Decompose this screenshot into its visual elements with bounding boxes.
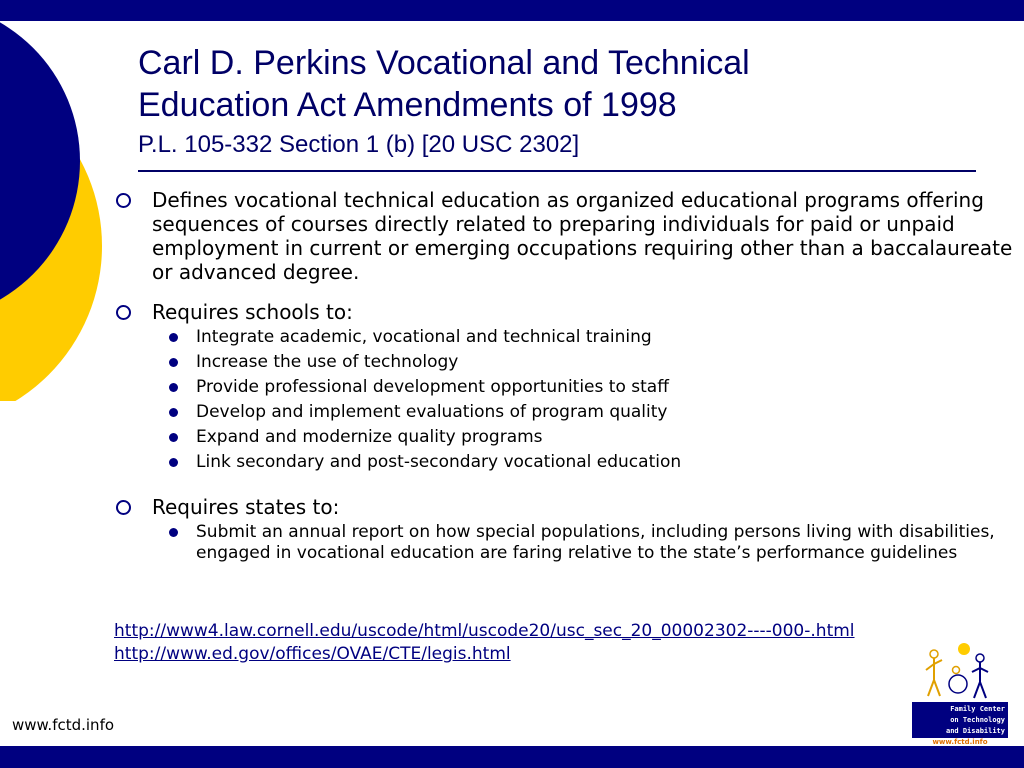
filled-bullet-icon xyxy=(169,458,178,467)
filled-bullet-icon xyxy=(169,408,178,417)
filled-bullet-icon xyxy=(169,383,178,392)
filled-bullet-icon xyxy=(169,528,178,537)
filled-bullet-icon xyxy=(169,333,178,342)
title-line-1: Carl D. Perkins Vocational and Technical xyxy=(138,44,750,82)
logo-url: www.fctd.info xyxy=(932,738,988,746)
logo-text-band: Family Center on Technology and Disability xyxy=(912,702,1008,738)
bottom-bar xyxy=(0,746,1024,768)
list-item: Provide professional development opportunities to staff xyxy=(112,377,1017,398)
reference-links xyxy=(114,620,855,666)
title-line-2: Education Act Amendments of 1998 xyxy=(138,86,677,124)
list-item-schools xyxy=(112,300,1017,324)
list-item: Develop and implement evaluations of program quality xyxy=(112,402,1017,423)
hollow-circle-bullet-icon xyxy=(116,305,131,320)
list-item: Increase the use of technology xyxy=(112,352,1017,373)
list-item: Expand and modernize quality programs xyxy=(112,427,1017,448)
fctd-logo xyxy=(912,640,1008,746)
states-label: Requires states to: xyxy=(152,495,340,519)
schools-label: Requires schools to: xyxy=(152,300,353,324)
top-bar xyxy=(0,0,1024,21)
states-sublist xyxy=(112,522,1017,564)
cornell-uscode-link[interactable]: http://www4.law.cornell.edu/uscode/html/uscode20/usc_sec_20_00002302----000-.html xyxy=(114,621,855,641)
title-block xyxy=(138,42,998,160)
family-figures-icon xyxy=(912,640,1008,702)
hollow-circle-bullet-icon xyxy=(116,193,131,208)
page-title xyxy=(138,42,998,126)
list-item-states xyxy=(112,495,1017,519)
footer-url: www.fctd.info xyxy=(12,716,115,734)
ed-gov-legis-link[interactable]: http://www.ed.gov/offices/OVAE/CTE/legis.html xyxy=(114,644,511,664)
schools-sublist xyxy=(112,327,1017,473)
filled-bullet-icon xyxy=(169,433,178,442)
definition-text: Defines vocational technical education as organized educational programs offering sequences of courses directly related to preparing individuals for paid or unpaid employment in current or emerging occupations requiring other than a baccalaureate or advanced degree. xyxy=(152,188,1013,284)
title-divider xyxy=(138,170,976,172)
page-subtitle: P.L. 105-332 Section 1 (b) [20 USC 2302] xyxy=(138,131,580,158)
list-item: Link secondary and post-secondary vocational education xyxy=(112,452,1017,473)
filled-bullet-icon xyxy=(169,358,178,367)
list-item: Submit an annual report on how special populations, including persons living with disabilities, engaged in vocational education are faring relative to the state’s performance guidelines xyxy=(112,522,1017,564)
decorative-circles xyxy=(0,21,110,401)
list-item: Integrate academic, vocational and technical training xyxy=(112,327,1017,348)
list-item-definition xyxy=(112,188,1017,284)
slide-body xyxy=(112,188,1017,568)
hollow-circle-bullet-icon xyxy=(116,500,131,515)
